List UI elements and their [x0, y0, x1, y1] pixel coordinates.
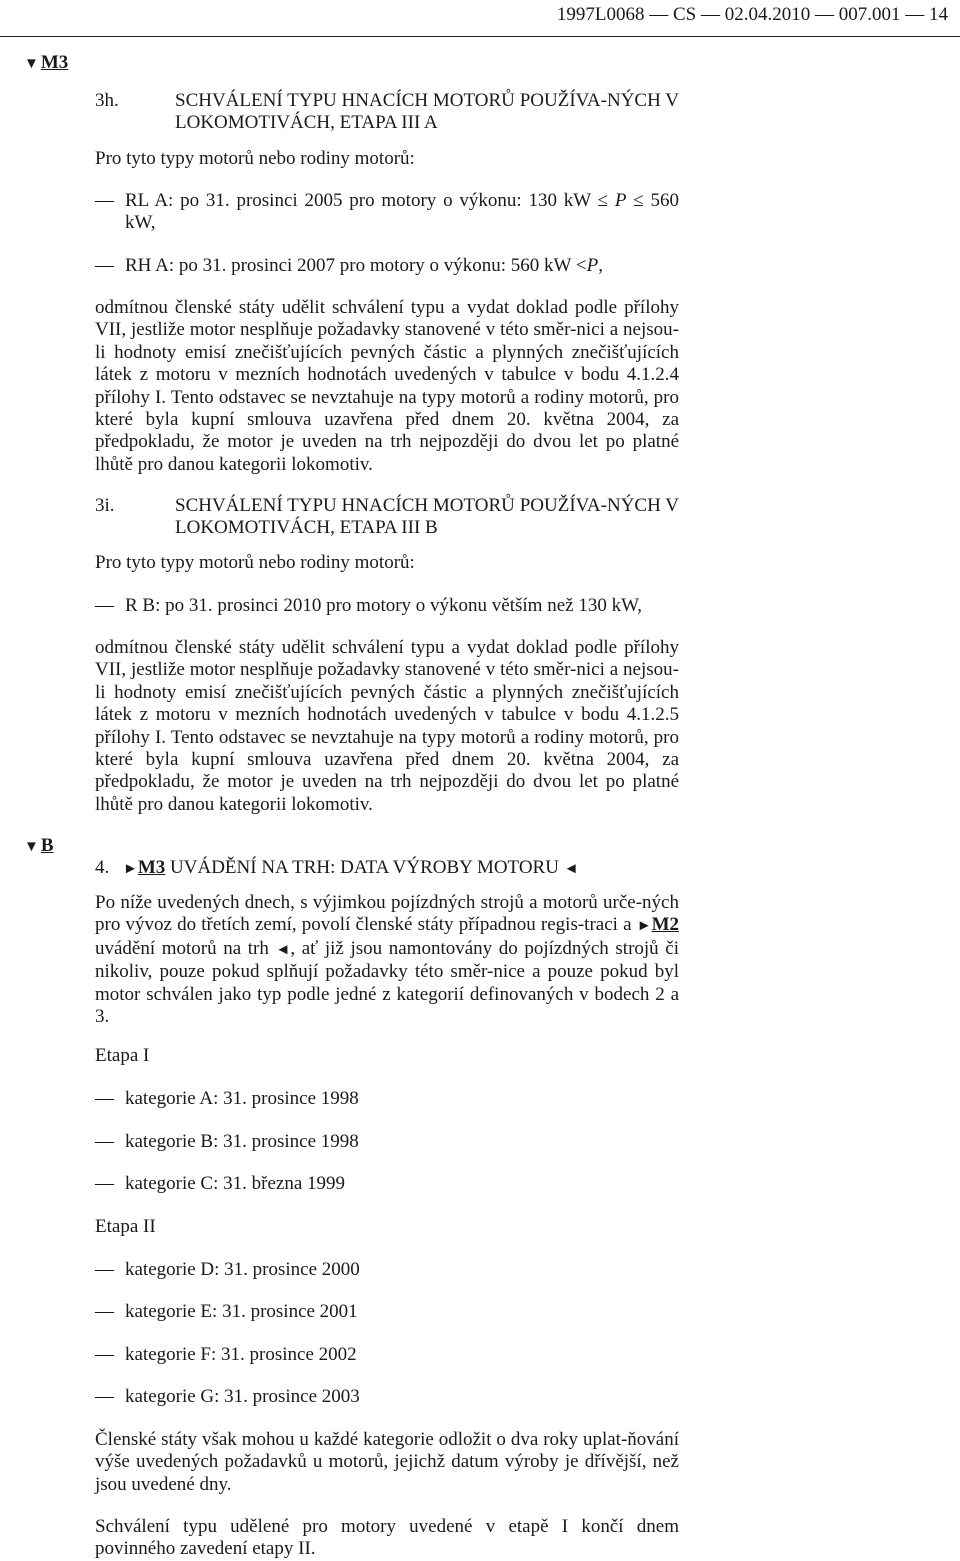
dash: — [95, 1344, 114, 1365]
section-title: SCHVÁLENÍ TYPU HNACÍCH MOTORŮ POUŽÍVA-NÝCH V LOKOMOTIVÁCH, ETAPA III A [175, 90, 679, 134]
list-item: — kategorie B: 31. prosince 1998 [95, 1131, 359, 1152]
etapa-heading: Etapa II [95, 1216, 156, 1237]
section-number: 3h. [95, 90, 119, 111]
section-4-paragraph: Schválení typu udělené pro motory uvedené v etapě I končí dnem povinného zavedení etapy II. [95, 1516, 679, 1560]
list-item: — kategorie A: 31. prosince 1998 [95, 1088, 359, 1109]
amendment-link-m2[interactable]: M2 [651, 914, 679, 936]
list-item: — kategorie E: 31. prosince 2001 [95, 1301, 358, 1322]
section-3h-intro: Pro tyto typy motorů nebo rodiny motorů: [95, 148, 415, 169]
dash: — [95, 255, 114, 276]
amendment-link-m3[interactable]: M3 [137, 857, 166, 878]
section-3i-heading [95, 495, 679, 540]
marker-label: M3 [40, 52, 69, 73]
section-3i-body: odmítnou členské státy udělit schválení typu a vydat doklad podle přílohy VII, jestliže motor nesplňuje požadavky stanovené v této směr-nici a nejsou-li hodnoty emisí znečišťujících pevných částic a plynných znečišťujících látek z motoru v mezních hodnotách uvedených v tabulce v bodu 4.1.2.5 přílohy I. Tento odstavec se nevztahuje na typy motorů a rodiny motorů, pro které byla kupní smlouva uzavřena před dnem 20. května 2004, za předpokladu, že motor je uveden na trh nejpozději do dvou let po platné lhůtě pro danou kategorii lokomotiv. [95, 637, 679, 815]
section-4-paragraph: Po níže uvedených dnech, s výjimkou pojízdných strojů a motorů urče-ných pro vývoz do třetích zemí, povolí členské státy případnou regis-traci a ►M2 uvádění motorů na trh ◄, ať již jsou namontovány do pojízdných strojů či nikoliv, pouze pokud splňují požadavky této směr-nice a pouze pokud byl motor schválen jako typ podle jedné z kategorií definovaných v bodech 2 a 3. [95, 892, 679, 1028]
dash: — [95, 1088, 114, 1109]
list-item: — kategorie F: 31. prosince 2002 [95, 1344, 357, 1365]
section-3h-body: odmítnou členské státy udělit schválení typu a vydat doklad podle přílohy VII, jestliže motor nesplňuje požadavky stanovené v této směr-nici a nejsou-li hodnoty emisí znečišťujících pevných částic a plynných znečišťujících látek z motoru v mezních hodnotách uvedených v tabulce v bodu 4.1.2.4 přílohy I. Tento odstavec se nevztahuje na typy motorů a rodiny motorů, pro které byla kupní smlouva uzavřena před dnem 20. května 2004, za předpokladu, že motor je uveden na trh nejpozději do dvou let po platné lhůtě pro danou kategorii lokomotiv. [95, 297, 679, 475]
dash: — [95, 1131, 114, 1152]
dash: — [95, 595, 114, 616]
section-title: SCHVÁLENÍ TYPU HNACÍCH MOTORŮ POUŽÍVA-NÝCH V LOKOMOTIVÁCH, ETAPA III B [175, 495, 679, 539]
section-3i-intro: Pro tyto typy motorů nebo rodiny motorů: [95, 552, 415, 573]
list-item: — kategorie G: 31. prosince 2003 [95, 1386, 360, 1407]
triangle-right-icon: ► [123, 861, 138, 877]
header-rule [0, 36, 960, 37]
list-item: — RH A: po 31. prosinci 2007 pro motory o výkonu: 560 kW <P, [95, 255, 603, 276]
list-item: — kategorie C: 31. března 1999 [95, 1173, 346, 1194]
triangle-down-icon: ▼ [24, 56, 39, 72]
dash: — [95, 1301, 114, 1322]
section-3h-heading [95, 90, 679, 135]
amendment-marker-b [24, 835, 54, 858]
triangle-left-icon: ◄ [563, 861, 579, 877]
dash: — [95, 1173, 114, 1194]
triangle-right-icon: ► [636, 918, 652, 935]
list-item: — kategorie D: 31. prosince 2000 [95, 1259, 360, 1280]
list-item: — RL A: po 31. prosinci 2005 pro motory o výkonu: 130 kW ≤ P ≤ 560 kW, [95, 190, 679, 234]
section-4-heading [95, 857, 679, 880]
section-number: 4. [95, 857, 110, 878]
amendment-marker-m3 [24, 52, 68, 75]
section-4-paragraph: Členské státy však mohou u každé kategorie odložit o dva roky uplat-ňování výše uvedených požadavků u motorů, jejichž datum výroby je dřívější, než jsou uvedené dny. [95, 1429, 679, 1495]
document-reference: 1997L0068 — CS — 02.04.2010 — 007.001 — 14 [556, 4, 948, 25]
section-number: 3i. [95, 495, 115, 516]
dash: — [95, 190, 114, 211]
dash: — [95, 1259, 114, 1280]
etapa-heading: Etapa I [95, 1045, 150, 1066]
triangle-left-icon: ◄ [275, 941, 291, 958]
section-title: UVÁDĚNÍ NA TRH: DATA VÝROBY MOTORU [170, 857, 559, 878]
dash: — [95, 1386, 114, 1407]
triangle-down-icon: ▼ [24, 839, 39, 855]
list-item: — R B: po 31. prosinci 2010 pro motory o výkonu větším než 130 kW, [95, 595, 643, 616]
marker-label: B [40, 835, 54, 856]
